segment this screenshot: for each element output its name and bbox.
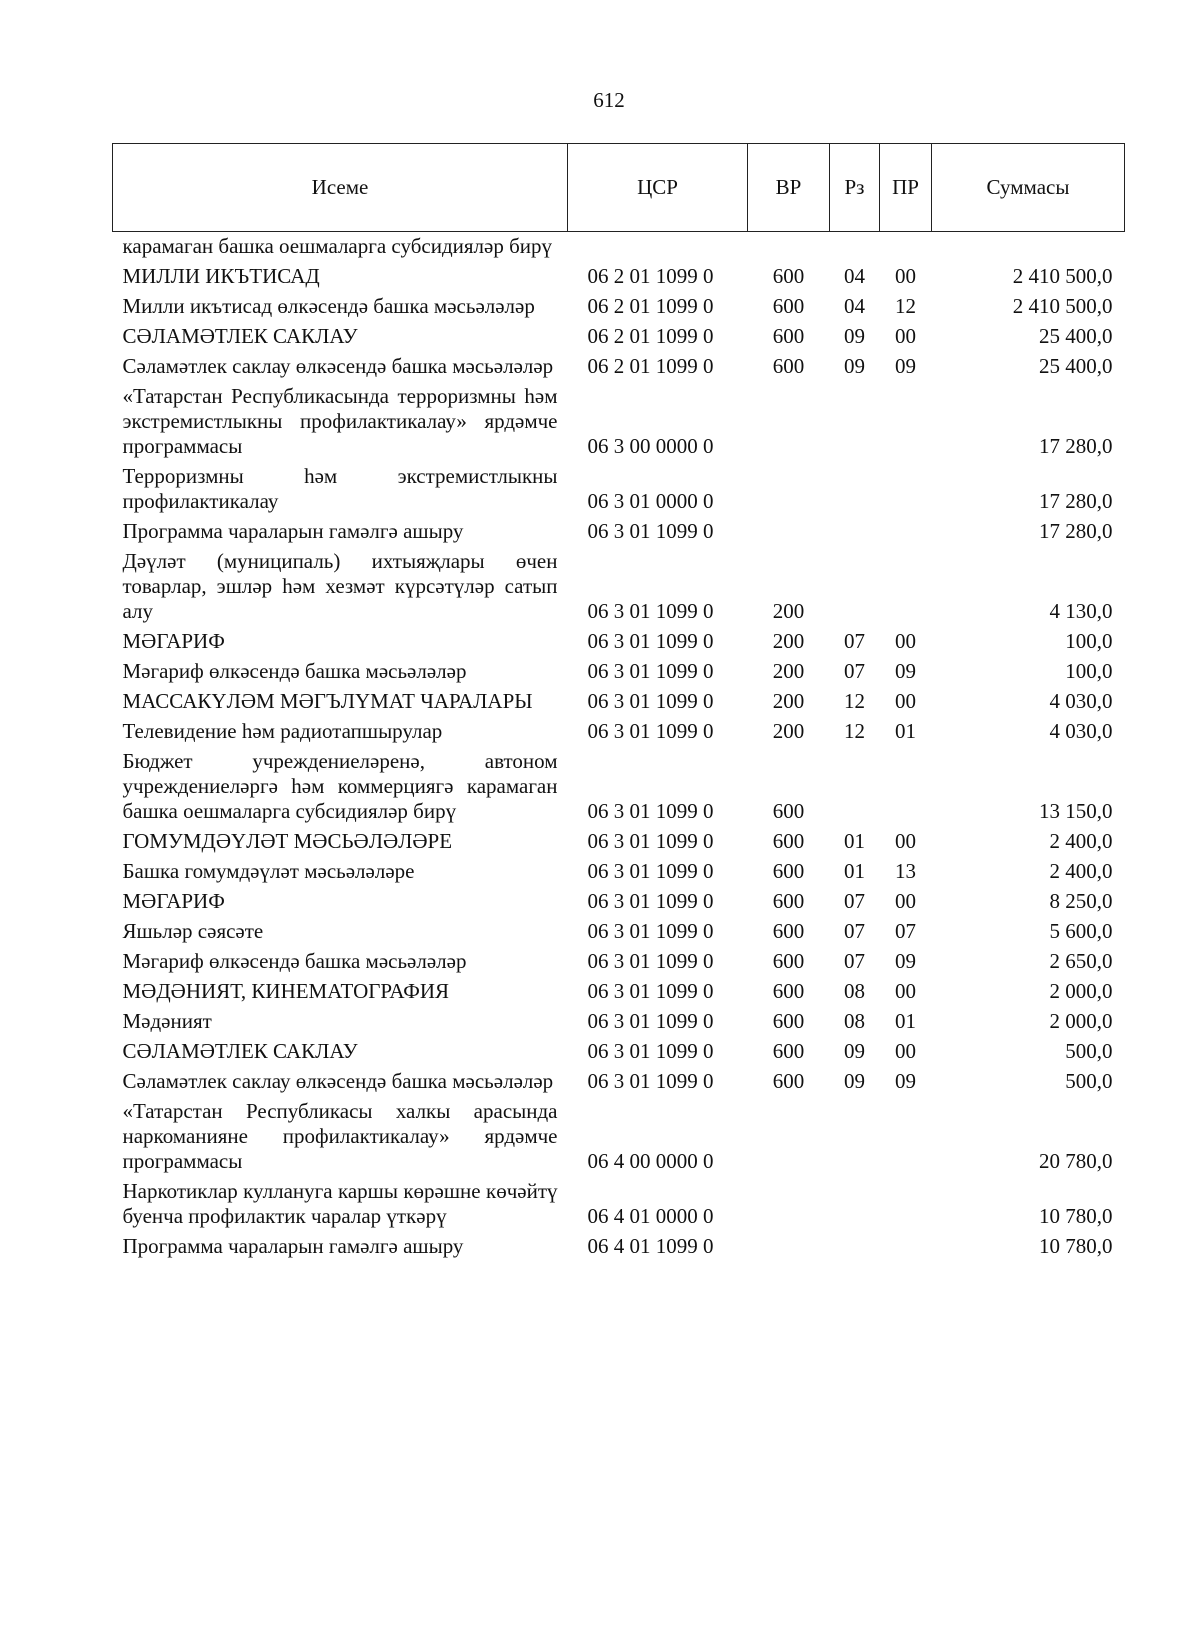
row-name: «Татарстан Республикасында терроризмны һәм экстремистлыкны профилактикалау» ярдәмче программасы (122, 384, 558, 458)
row-name: МӘГАРИФ (122, 629, 225, 653)
row-sum: 500,0 (1065, 1039, 1113, 1063)
row-vr-code: 600 (772, 264, 805, 288)
row-rz-code (830, 519, 880, 549)
row-name: Дәүләт (муниципаль) ихтыяҗлары өчен товарлар, эшләр һәм хезмәт күрсәтүләр сатып алу (122, 549, 558, 623)
row-vr-code (748, 1234, 830, 1264)
row-rz-code (830, 549, 880, 629)
row-rz-code: 01 (844, 859, 865, 883)
table-row (113, 354, 1125, 384)
row-rz-code: 08 (844, 979, 865, 1003)
row-pr-code (880, 1234, 932, 1264)
row-sum: 17 280,0 (1039, 489, 1113, 513)
row-csr-code: 06 3 01 1099 0 (587, 629, 714, 653)
row-sum: 25 400,0 (1039, 354, 1113, 378)
table-row (113, 1179, 1125, 1234)
row-rz-code (830, 1179, 880, 1234)
row-name: МӘДӘНИЯТ, КИНЕМАТОГРАФИЯ (122, 979, 450, 1003)
row-sum: 100,0 (1065, 659, 1113, 683)
row-sum (932, 232, 1125, 265)
row-pr-code: 09 (895, 354, 916, 378)
row-vr-code: 600 (772, 1069, 805, 1093)
row-pr-code: 00 (895, 979, 916, 1003)
row-pr-code (880, 519, 932, 549)
row-csr-code: 06 3 01 1099 0 (587, 719, 714, 743)
row-name: «Татарстан Республикасы халкы арасында наркоманияне профилактикалау» ярдәмче программасы (122, 1099, 558, 1173)
row-rz-code: 07 (844, 889, 865, 913)
table-body (113, 232, 1125, 1265)
page-number: 612 (593, 88, 625, 112)
row-pr-code (880, 549, 932, 629)
row-rz-code: 09 (844, 1069, 865, 1093)
row-pr-code: 00 (895, 264, 916, 288)
row-sum: 2 400,0 (1049, 829, 1113, 853)
row-sum: 2 650,0 (1049, 949, 1113, 973)
row-rz-code: 07 (844, 949, 865, 973)
table-row (113, 659, 1125, 689)
row-rz-code: 08 (844, 1009, 865, 1033)
table-row (113, 264, 1125, 294)
row-sum: 2 000,0 (1049, 979, 1113, 1003)
row-vr-code (748, 519, 830, 549)
row-rz-code: 07 (844, 659, 865, 683)
header-name: Исеме (113, 144, 568, 232)
header-vr: ВР (748, 144, 830, 232)
row-pr-code (880, 464, 932, 519)
row-rz-code: 01 (844, 829, 865, 853)
row-pr-code: 07 (895, 919, 916, 943)
table-row (113, 519, 1125, 549)
row-csr-code: 06 3 01 1099 0 (587, 859, 714, 883)
row-csr-code: 06 2 01 1099 0 (587, 264, 714, 288)
table-row (113, 1039, 1125, 1069)
row-rz-code: 09 (844, 354, 865, 378)
row-name: Бюджет учреждениеләренә, автоном учреждениеләргә һәм коммерциягә карамаган башка оешмаларга субсидияләр бирү (122, 749, 558, 823)
row-vr-code: 200 (772, 689, 805, 713)
row-sum: 2 410 500,0 (1012, 294, 1113, 318)
row-name: карамаган башка оешмаларга субсидияләр бирү (122, 234, 552, 258)
row-rz-code (830, 1234, 880, 1264)
table-row (113, 889, 1125, 919)
row-vr-code (748, 232, 830, 265)
row-rz-code (830, 384, 880, 464)
row-vr-code (748, 384, 830, 464)
table-row (113, 1099, 1125, 1179)
header-rz: Рз (830, 144, 880, 232)
row-pr-code: 00 (895, 829, 916, 853)
table-row (113, 324, 1125, 354)
row-sum: 13 150,0 (1039, 799, 1113, 823)
row-vr-code: 600 (772, 294, 805, 318)
row-sum: 20 780,0 (1039, 1149, 1113, 1173)
row-csr-code: 06 3 01 1099 0 (587, 689, 714, 713)
row-csr-code: 06 3 01 1099 0 (587, 979, 714, 1003)
row-pr-code: 01 (895, 1009, 916, 1033)
row-csr-code: 06 3 01 1099 0 (587, 519, 714, 543)
row-pr-code (880, 384, 932, 464)
row-sum: 100,0 (1065, 629, 1113, 653)
row-name: Телевидение һәм радиотапшырулар (122, 719, 443, 743)
budget-table (112, 143, 1125, 1264)
row-sum: 17 280,0 (1039, 519, 1113, 543)
row-pr-code: 00 (895, 324, 916, 348)
header-csr: ЦСР (568, 144, 748, 232)
table-row (113, 464, 1125, 519)
row-name: Башка гомумдәүләт мәсьәләләре (122, 859, 415, 883)
row-rz-code: 04 (844, 294, 865, 318)
row-csr-code: 06 3 01 1099 0 (587, 1009, 714, 1033)
row-pr-code (880, 749, 932, 829)
table-row (113, 1069, 1125, 1099)
row-vr-code (748, 1179, 830, 1234)
row-vr-code: 600 (772, 949, 805, 973)
row-sum: 10 780,0 (1039, 1234, 1113, 1258)
table-row (113, 629, 1125, 659)
row-name: СӘЛАМӘТЛЕК САКЛАУ (122, 1039, 358, 1063)
row-name: Сәламәтлек саклау өлкәсендә башка мәсьәләләр (122, 1069, 554, 1093)
row-sum: 10 780,0 (1039, 1204, 1113, 1228)
table-row (113, 689, 1125, 719)
row-csr-code: 06 3 01 1099 0 (587, 889, 714, 913)
row-name: Мәдәният (122, 1009, 212, 1033)
row-csr-code: 06 3 01 1099 0 (587, 799, 714, 823)
row-vr-code: 600 (772, 979, 805, 1003)
table-row (113, 949, 1125, 979)
row-csr-code: 06 3 01 0000 0 (587, 489, 714, 513)
row-name: Мәгариф өлкәсендә башка мәсьәләләр (122, 949, 467, 973)
row-rz-code: 12 (844, 689, 865, 713)
row-csr-code: 06 3 01 1099 0 (587, 829, 714, 853)
table-row (113, 1234, 1125, 1264)
row-name: Терроризмны һәм экстремистлыкны профилактикалау (122, 464, 558, 513)
row-pr-code: 00 (895, 629, 916, 653)
row-name: МӘГАРИФ (122, 889, 225, 913)
row-vr-code: 200 (772, 629, 805, 653)
row-sum: 500,0 (1065, 1069, 1113, 1093)
row-sum: 4 030,0 (1049, 719, 1113, 743)
row-csr-code: 06 4 00 0000 0 (587, 1149, 714, 1173)
row-vr-code: 600 (772, 859, 805, 883)
row-rz-code: 04 (844, 264, 865, 288)
row-vr-code (748, 1099, 830, 1179)
table-row (113, 829, 1125, 859)
row-sum: 2 400,0 (1049, 859, 1113, 883)
row-name: СӘЛАМӘТЛЕК САКЛАУ (122, 324, 358, 348)
row-pr-code: 09 (895, 1069, 916, 1093)
row-pr-code: 01 (895, 719, 916, 743)
header-sum: Суммасы (932, 144, 1125, 232)
row-name: Милли икътисад өлкәсендә башка мәсьәләләр (122, 294, 535, 318)
row-csr-code: 06 3 01 1099 0 (587, 919, 714, 943)
row-sum: 5 600,0 (1049, 919, 1113, 943)
row-name: Программа чараларын гамәлгә ашыру (122, 1234, 464, 1258)
row-vr-code: 600 (772, 829, 805, 853)
table-row (113, 384, 1125, 464)
row-pr-code (880, 232, 932, 265)
row-vr-code: 600 (772, 324, 805, 348)
row-csr-code: 06 3 01 1099 0 (587, 599, 714, 623)
row-name: Программа чараларын гамәлгә ашыру (122, 519, 464, 543)
row-rz-code: 07 (844, 629, 865, 653)
row-csr-code: 06 2 01 1099 0 (587, 354, 714, 378)
row-name: Наркотиклар куллануга каршы көрәшне көчәйтү буенча профилактик чаралар үткәрү (122, 1179, 558, 1228)
row-pr-code: 12 (895, 294, 916, 318)
row-csr-code: 06 3 01 1099 0 (587, 1069, 714, 1093)
row-vr-code: 200 (772, 659, 805, 683)
row-csr-code (568, 232, 748, 265)
row-rz-code (830, 749, 880, 829)
row-rz-code: 12 (844, 719, 865, 743)
row-csr-code: 06 4 01 0000 0 (587, 1204, 714, 1228)
row-csr-code: 06 3 00 0000 0 (587, 434, 714, 458)
row-sum: 2 000,0 (1049, 1009, 1113, 1033)
table-row (113, 719, 1125, 749)
row-name: Мәгариф өлкәсендә башка мәсьәләләр (122, 659, 467, 683)
row-vr-code: 600 (772, 919, 805, 943)
budget-table-container (112, 143, 1124, 1264)
row-vr-code: 200 (772, 599, 805, 623)
table-row (113, 859, 1125, 889)
header-row (113, 144, 1125, 232)
row-rz-code (830, 464, 880, 519)
row-rz-code: 09 (844, 324, 865, 348)
row-pr-code: 09 (895, 949, 916, 973)
row-pr-code: 00 (895, 889, 916, 913)
table-row (113, 979, 1125, 1009)
table-row (113, 294, 1125, 324)
row-csr-code: 06 3 01 1099 0 (587, 1039, 714, 1063)
row-name: Сәламәтлек саклау өлкәсендә башка мәсьәләләр (122, 354, 554, 378)
header-pr: ПР (880, 144, 932, 232)
row-name: Яшьләр сәясәте (122, 919, 264, 943)
table-row (113, 549, 1125, 629)
row-sum: 4 130,0 (1049, 599, 1113, 623)
row-pr-code: 13 (895, 859, 916, 883)
row-sum: 17 280,0 (1039, 434, 1113, 458)
row-vr-code: 600 (772, 354, 805, 378)
row-sum: 8 250,0 (1049, 889, 1113, 913)
row-csr-code: 06 3 01 1099 0 (587, 949, 714, 973)
row-sum: 2 410 500,0 (1012, 264, 1113, 288)
row-vr-code: 600 (772, 1009, 805, 1033)
row-rz-code (830, 1099, 880, 1179)
table-header (113, 144, 1125, 232)
row-name: МАССАКҮЛӘМ МӘГЪЛҮМАТ ЧАРАЛАРЫ (122, 689, 533, 713)
row-vr-code (748, 464, 830, 519)
row-vr-code: 600 (772, 889, 805, 913)
table-row (113, 232, 1125, 265)
row-pr-code (880, 1179, 932, 1234)
row-sum: 4 030,0 (1049, 689, 1113, 713)
row-rz-code: 09 (844, 1039, 865, 1063)
row-rz-code (830, 232, 880, 265)
row-csr-code: 06 2 01 1099 0 (587, 294, 714, 318)
row-vr-code: 600 (772, 1039, 805, 1063)
row-rz-code: 07 (844, 919, 865, 943)
row-pr-code: 00 (895, 689, 916, 713)
row-name: ГОМУМДӘҮЛӘТ МӘСЬӘЛӘЛӘРЕ (122, 829, 453, 853)
row-sum: 25 400,0 (1039, 324, 1113, 348)
row-csr-code: 06 4 01 1099 0 (587, 1234, 714, 1258)
row-vr-code: 600 (772, 799, 805, 823)
table-row (113, 1009, 1125, 1039)
row-pr-code: 09 (895, 659, 916, 683)
row-name: МИЛЛИ ИКЪТИСАД (122, 264, 320, 288)
row-pr-code (880, 1099, 932, 1179)
row-vr-code: 200 (772, 719, 805, 743)
table-row (113, 919, 1125, 949)
row-csr-code: 06 2 01 1099 0 (587, 324, 714, 348)
table-row (113, 749, 1125, 829)
row-csr-code: 06 3 01 1099 0 (587, 659, 714, 683)
row-pr-code: 00 (895, 1039, 916, 1063)
